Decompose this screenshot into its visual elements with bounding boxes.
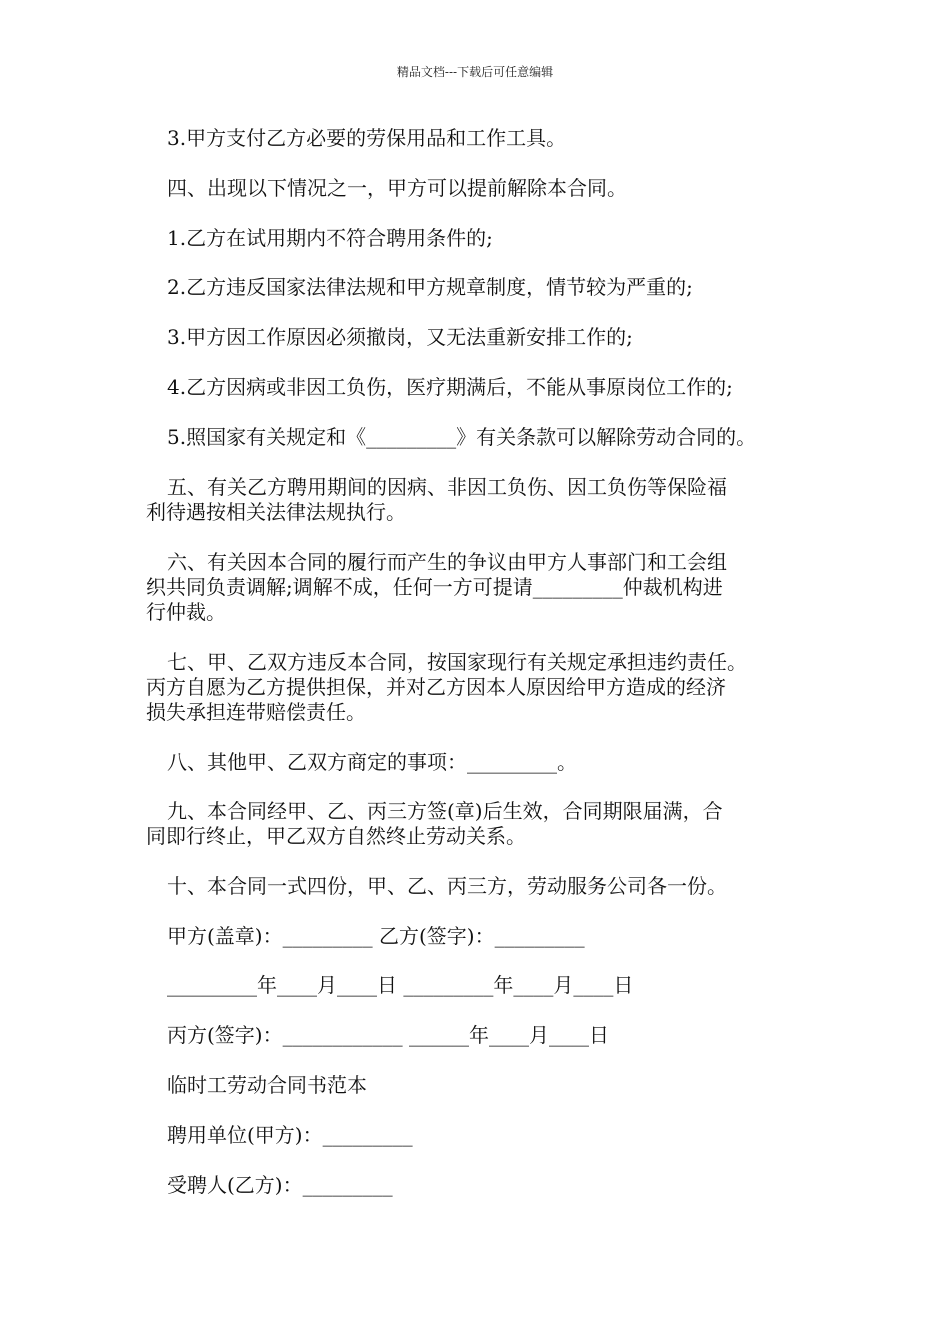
section-10: 十、本合同一式四份，甲、乙、丙三方，劳动服务公司各一份。 — [167, 874, 727, 898]
section-7-line-1: 七、甲、乙双方违反本合同，按国家现行有关规定承担违约责任。 — [167, 650, 747, 674]
section-4-item-3: 3.甲方因工作原因必须撤岗，又无法重新安排工作的; — [167, 325, 633, 349]
template-title: 临时工劳动合同书范本 — [167, 1073, 367, 1097]
clause-3-tools: 3.甲方支付乙方必要的劳保用品和工作工具。 — [167, 126, 567, 150]
section-4-title: 四、出现以下情况之一，甲方可以提前解除本合同。 — [167, 176, 627, 200]
employer-field: 聘用单位(甲方)：_________ — [167, 1123, 413, 1147]
section-4-item-1: 1.乙方在试用期内不符合聘用条件的; — [167, 226, 493, 250]
section-9-line-2: 同即行终止，甲乙双方自然终止劳动关系。 — [146, 824, 526, 848]
signature-party-c: 丙方(签字)：____________ ______年____月____日 — [167, 1023, 609, 1047]
section-4-item-5: 5.照国家有关规定和《_________》有关条款可以解除劳动合同的。 — [167, 425, 757, 449]
section-8: 八、其他甲、乙双方商定的事项：_________。 — [167, 750, 577, 774]
employee-field: 受聘人(乙方)：_________ — [167, 1173, 393, 1197]
page-header: 精品文档---下载后可任意编辑 — [396, 65, 554, 79]
section-4-item-4: 4.乙方因病或非因工负伤，医疗期满后，不能从事原岗位工作的; — [167, 375, 733, 399]
section-6-line-3: 行仲裁。 — [146, 600, 226, 624]
section-5-line-1: 五、有关乙方聘用期间的因病、非因工负伤、因工负伤等保险福 — [167, 475, 727, 499]
section-5-line-2: 利待遇按相关法律法规执行。 — [146, 500, 406, 524]
section-7-line-3: 损失承担连带赔偿责任。 — [146, 700, 366, 724]
section-7-line-2: 丙方自愿为乙方提供担保，并对乙方因本人原因给甲方造成的经济 — [146, 675, 726, 699]
section-6-line-1: 六、有关因本合同的履行而产生的争议由甲方人事部门和工会组 — [167, 550, 727, 574]
section-6-line-2: 织共同负责调解;调解不成，任何一方可提请_________仲裁机构进 — [146, 575, 723, 599]
signature-dates-a-b: _________年____月____日 _________年____月____日 — [167, 973, 634, 997]
section-9-line-1: 九、本合同经甲、乙、丙三方签(章)后生效，合同期限届满，合 — [167, 799, 723, 823]
signature-party-a-b: 甲方(盖章)：_________ 乙方(签字)：_________ — [167, 924, 585, 948]
section-4-item-2: 2.乙方违反国家法律法规和甲方规章制度，情节较为严重的; — [167, 275, 693, 299]
